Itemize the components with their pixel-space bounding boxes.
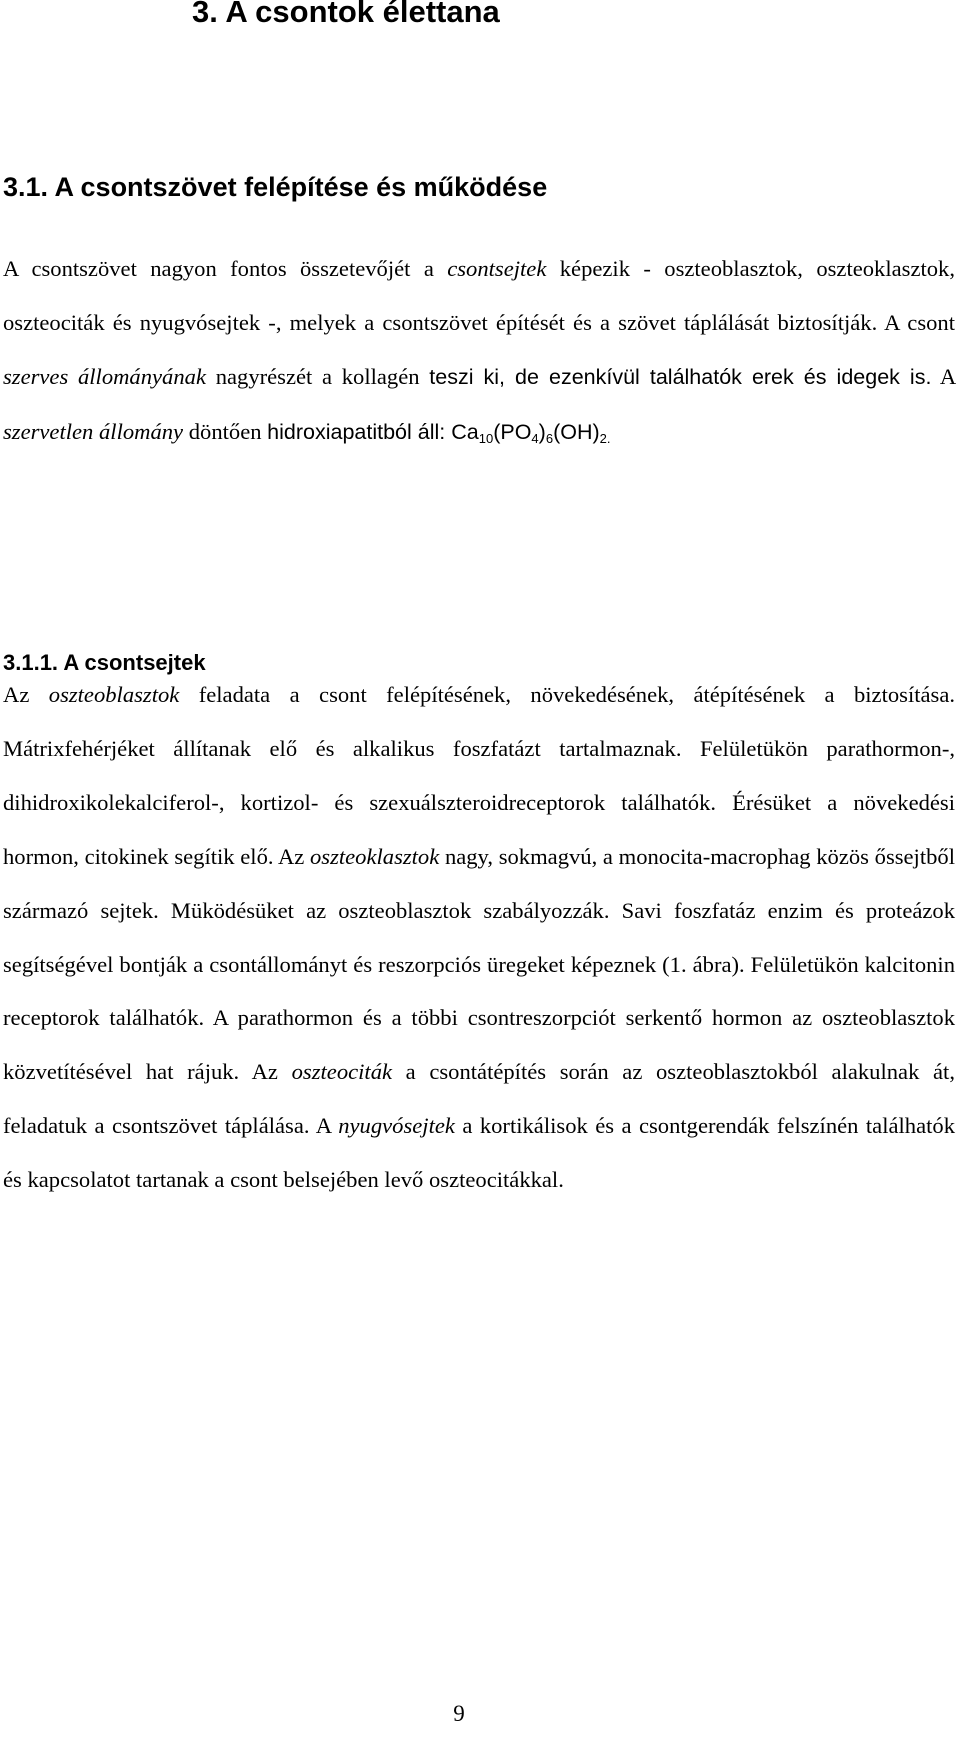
cells-paragraph <box>3 668 955 1207</box>
paragraph-text: a kortikálisok és a csontgerendák felszínén találhatók és kapcsolatot tartanak a csont belsejében levő oszteocitákkal. <box>3 1113 955 1193</box>
chapter-title: 3. A csontok élettana <box>192 0 500 29</box>
formula-part: Ca <box>451 419 479 444</box>
page-number: 9 <box>453 1701 465 1726</box>
intro-paragraph <box>3 242 955 460</box>
paragraph-text-sans: hidroxiapatitból áll: <box>267 419 452 444</box>
emphasis-oszteocitak: oszteociták <box>291 1059 393 1085</box>
paragraph-text-sans: teszi ki, de ezenkívül találhatók erek és idegek is. <box>429 364 932 389</box>
paragraph-text: a csontátépítés során az oszteoblasztokból alakulnak át, feladatuk a csontszövet táplálása. A <box>3 1059 955 1139</box>
chemical-formula <box>451 420 610 444</box>
emphasis-oszteoklasztok: oszteoklasztok <box>309 843 440 869</box>
subsection-title: 3.1.1. A csontsejtek <box>3 650 206 675</box>
section-title: 3.1. A csontszövet felépítése és működése <box>3 172 548 202</box>
paragraph-text: A csontszövet nagyon fontos összetevőjét a <box>3 256 448 281</box>
paragraph-text: Az <box>3 682 49 707</box>
emphasis-szervetlen-allomany: szervetlen állomány <box>3 418 184 444</box>
paragraph-text: nagyrészét a kollagén <box>205 363 430 389</box>
formula-part: ) <box>538 419 546 444</box>
formula-part: (OH) <box>553 419 600 444</box>
emphasis-oszteoblasztok: oszteoblasztok <box>48 682 180 707</box>
formula-subscript: 6 <box>545 430 554 446</box>
paragraph-text: képezik - oszteoblasztok, oszteoklasztok, oszteociták és nyugvósejtek -, melyek a csontszövet építését és a szövet táplálását biztosítják. <box>3 256 955 335</box>
paragraph-text: A <box>931 363 955 389</box>
formula-part: (PO <box>493 419 532 444</box>
emphasis-csontsejtek: csontsejtek <box>447 256 547 281</box>
formula-subscript: 10 <box>478 430 494 446</box>
paragraph-text: nagy, sokmagvú, a monocita-macrophag közös őssejtből származó sejtek. Müködésüket az oszteoblasztok szabályozzák. Savi foszfatáz enzim és proteázok segítségével bontják a csontállományt és reszorpciós üregeket képeznek (1. ábra). Felületükön kalcitonin receptorok találhatók. A parathormon és a többi csontreszorpciót serkentő hormon az oszteoblasztok közvetítésével hat rájuk. Az <box>3 843 955 1085</box>
formula-subscript: 4 <box>531 430 539 446</box>
emphasis-szerves-allomany: szerves állományának <box>3 363 206 389</box>
paragraph-text: döntően <box>183 418 268 444</box>
paragraph-text: A csont <box>877 309 955 335</box>
emphasis-nyugvosejtek: nyugvósejtek <box>338 1113 455 1139</box>
paragraph-text: feladata a csont felépítésének, növekedésének, átépítésének a biztosítása. Mátrixfehérjéket állítanak elő és alkalikus foszfatázt tartalmaznak. Felületükön parathormon-, dihidroxikolekalciferol-, kortizol- és szexuálszteroidreceptorok találhatók. Érésüket a növekedési hormon, citokinek segítik elő. Az <box>3 682 955 869</box>
formula-subscript: 2. <box>599 430 611 446</box>
